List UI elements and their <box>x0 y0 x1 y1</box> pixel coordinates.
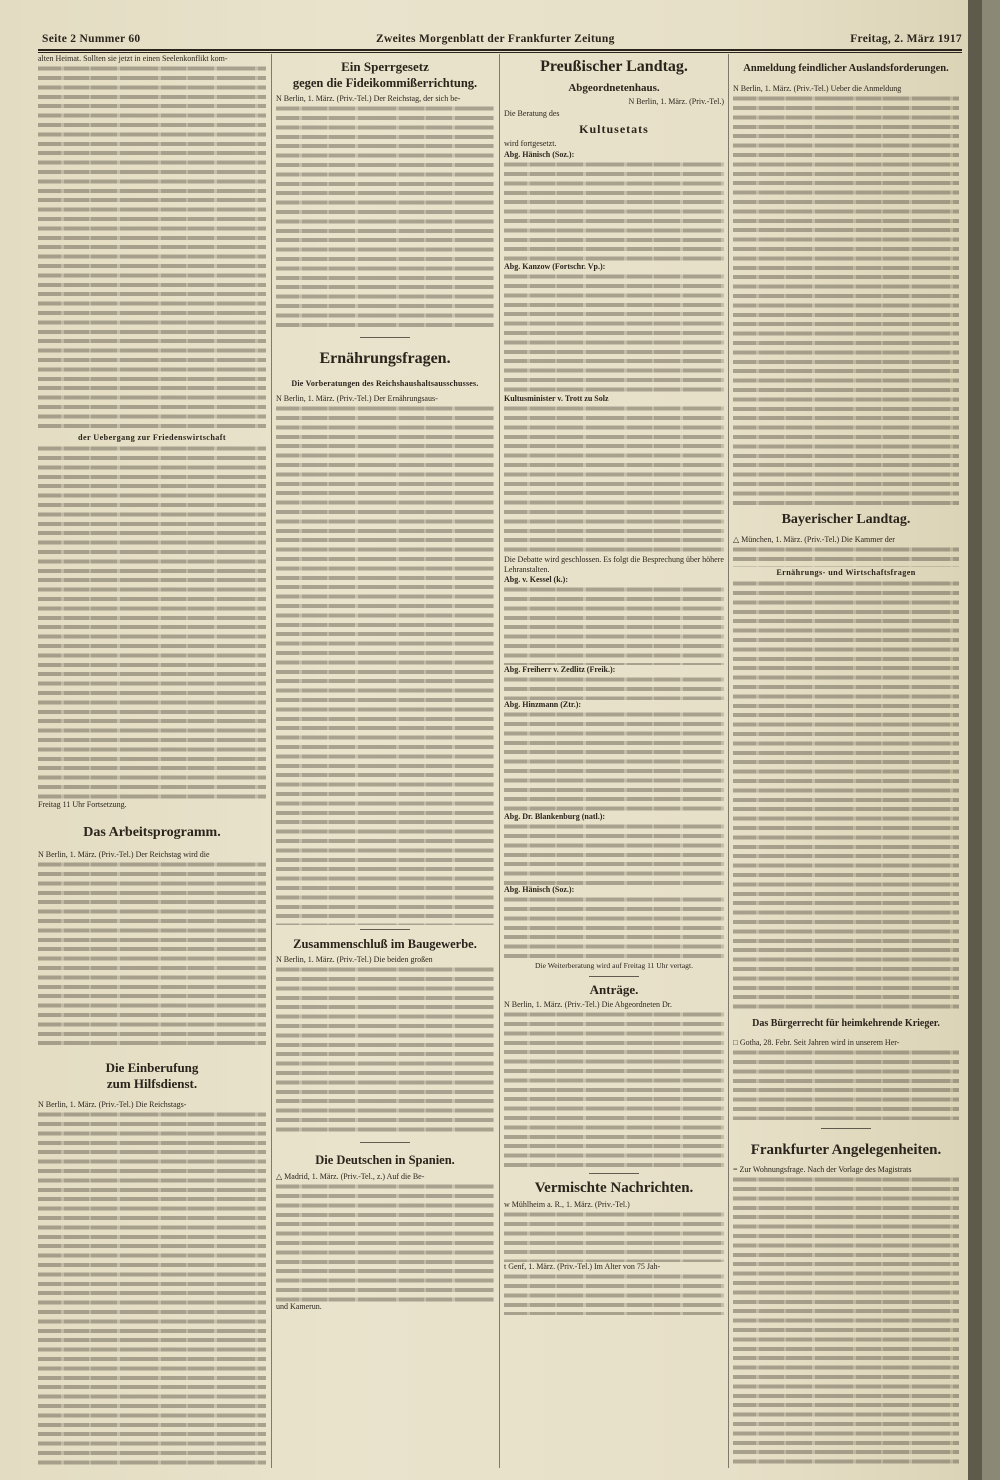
body-text <box>276 965 494 1135</box>
headline-line-2: zum Hilfsdienst. <box>106 1076 198 1091</box>
headline: Frankfurter Angelegenheiten. <box>750 1142 942 1158</box>
masthead-rule-thin <box>38 52 962 53</box>
article-arbeitsprogramm <box>38 810 266 850</box>
dateline: N Berlin, 1. März. (Priv.-Tel.) Die Abgeordneten Dr. <box>504 1000 672 1009</box>
subheadline: Abgeordnetenhaus. <box>568 82 660 94</box>
subheadline: Die Vorberatungen des Reichshaushaltsausschusses. <box>291 379 479 388</box>
speaker-label: Abg. v. Kessel (k.): <box>504 575 568 584</box>
page-number: Seite 2 Nummer 60 <box>42 33 141 45</box>
column-rule <box>499 54 500 1468</box>
headline-line-1: Ein Sperrgesetz <box>341 59 429 74</box>
intro-line: wird fortgesetzt. <box>504 139 557 148</box>
body-text <box>504 404 724 555</box>
body-text <box>733 1175 959 1465</box>
body-text <box>504 675 724 700</box>
article-hilfsdienst <box>38 1050 266 1100</box>
column-1 <box>38 54 266 1468</box>
dateline: N Berlin, 1. März. (Priv.-Tel.) Die Reichstags- <box>38 1100 187 1109</box>
body-text <box>38 860 266 1050</box>
dateline: N Berlin, 1. März. (Priv.-Tel.) Der Reichstag, der sich be- <box>276 94 461 103</box>
headline: Anträge. <box>589 982 639 997</box>
separator-rule <box>276 1135 494 1148</box>
separator-rule <box>504 972 724 980</box>
headline: Bayerischer Landtag. <box>781 512 911 527</box>
body-text <box>733 545 959 567</box>
separator-rule <box>733 1120 959 1136</box>
section-subhead: Ernährungs- und Wirtschaftsfragen <box>776 568 916 577</box>
body-text <box>38 444 266 800</box>
headline: Das Arbeitsprogramm. <box>83 825 221 840</box>
dateline: △ München, 1. März. (Priv.-Tel.) Die Kammer der <box>733 535 895 544</box>
speaker-label: Abg. Hänisch (Soz.): <box>504 150 575 159</box>
body-text <box>504 272 724 394</box>
body-text <box>733 94 959 505</box>
column-rule <box>728 54 729 1468</box>
column-rule <box>271 54 272 1468</box>
dateline: △ Madrid, 1. März. (Priv.-Tel., z.) Auf die Be- <box>276 1172 425 1181</box>
dateline: t Genf, 1. März. (Priv.-Tel.) Im Alter von 75 Jah- <box>504 1262 661 1271</box>
article-end-line: und Kamerun. <box>276 1302 322 1311</box>
separator-rule <box>276 330 494 344</box>
body-text <box>504 160 724 262</box>
body-text <box>504 1272 724 1315</box>
topic-heading: Kultusetats <box>579 122 649 136</box>
dateline: □ Gotha, 28. Febr. Seit Jahren wird in unserem Her- <box>733 1038 900 1047</box>
body-text <box>38 64 266 432</box>
headline-line-2: gegen die Fideikommißerrichtung. <box>292 76 478 90</box>
headline-line-1: Die Einberufung <box>105 1060 199 1075</box>
continued-text-lead: alten Heimat. Sollten sie jetzt in einen Seelenkonflikt kom- <box>38 54 228 63</box>
newspaper-title: Zweites Morgenblatt der Frankfurter Zeitung <box>376 33 615 45</box>
debate-note: Die Debatte wird geschlossen. Es folgt die Besprechung über höhere Lehranstalten. <box>504 555 724 574</box>
separator-rule <box>504 1170 724 1176</box>
column-4 <box>733 54 959 1468</box>
body-text <box>504 710 724 812</box>
dateline: N Berlin, 1. März. (Priv.-Tel.) Die beiden großen <box>276 955 433 964</box>
issue-date: Freitag, 2. März 1917 <box>850 33 962 45</box>
body-text <box>733 579 959 1010</box>
speaker-label: Abg. Hänisch (Soz.): <box>504 885 575 894</box>
article-sperrgesetz <box>276 54 494 94</box>
speaker-label: Abg. Dr. Blankenburg (natl.): <box>504 812 606 821</box>
body-text <box>504 822 724 885</box>
scan-edge <box>968 0 982 1480</box>
headline: Preußischer Landtag. <box>540 58 688 75</box>
speaker-label: Abg. Kanzow (Fortschr. Vp.): <box>504 262 606 271</box>
dateline: = Zur Wohnungsfrage. Nach der Vorlage des Magistrats <box>733 1165 912 1174</box>
body-text <box>38 1110 266 1465</box>
column-2 <box>276 54 494 1468</box>
headline: Vermischte Nachrichten. <box>534 1180 694 1196</box>
body-text <box>733 1048 959 1120</box>
speaker-label: Abg. Hinzmann (Ztr.): <box>504 700 582 709</box>
column-3 <box>504 54 724 1468</box>
headline: Die Deutschen in Spanien. <box>315 1153 455 1167</box>
body-text <box>276 404 494 925</box>
dateline: N Berlin, 1. März. (Priv.-Tel.) <box>628 97 724 106</box>
dateline: N Berlin, 1. März. (Priv.-Tel.) Der Reichstag wird die <box>38 850 210 859</box>
speaker-label: Abg. Freiherr v. Zedlitz (Freik.): <box>504 665 616 674</box>
continuation-note: Freitag 11 Uhr Fortsetzung. <box>38 800 127 809</box>
headline: Ernährungsfragen. <box>319 350 451 367</box>
body-text <box>504 585 724 665</box>
headline: Zusammenschluß im Baugewerbe. <box>293 937 477 951</box>
body-text <box>276 104 494 330</box>
separator-rule <box>276 925 494 933</box>
adjournment-note: Die Weiterberatung wird auf Freitag 11 Uhr vertagt. <box>535 961 693 970</box>
dateline: N Berlin, 1. März. (Priv.-Tel.) Der Ernährungsaus- <box>276 394 438 403</box>
section-subhead: der Uebergang zur Friedenswirtschaft <box>77 433 227 442</box>
intro-line: Die Beratung des <box>504 109 560 118</box>
body-text <box>504 895 724 960</box>
headline: Das Bürgerrecht für heimkehrende Krieger. <box>752 1018 940 1029</box>
masthead-rule <box>38 49 962 51</box>
masthead <box>42 30 962 48</box>
body-text <box>504 1010 724 1170</box>
dateline: N Berlin, 1. März. (Priv.-Tel.) Ueber die Anmeldung <box>733 84 902 93</box>
headline: Anmeldung feindlicher Auslandsforderungen. <box>743 63 949 74</box>
dateline: w Mühlheim a. R., 1. März. (Priv.-Tel.) <box>504 1200 630 1209</box>
body-text <box>276 1182 494 1302</box>
body-text <box>504 1210 724 1262</box>
speaker-label: Kultusminister v. Trott zu Solz <box>504 394 609 403</box>
